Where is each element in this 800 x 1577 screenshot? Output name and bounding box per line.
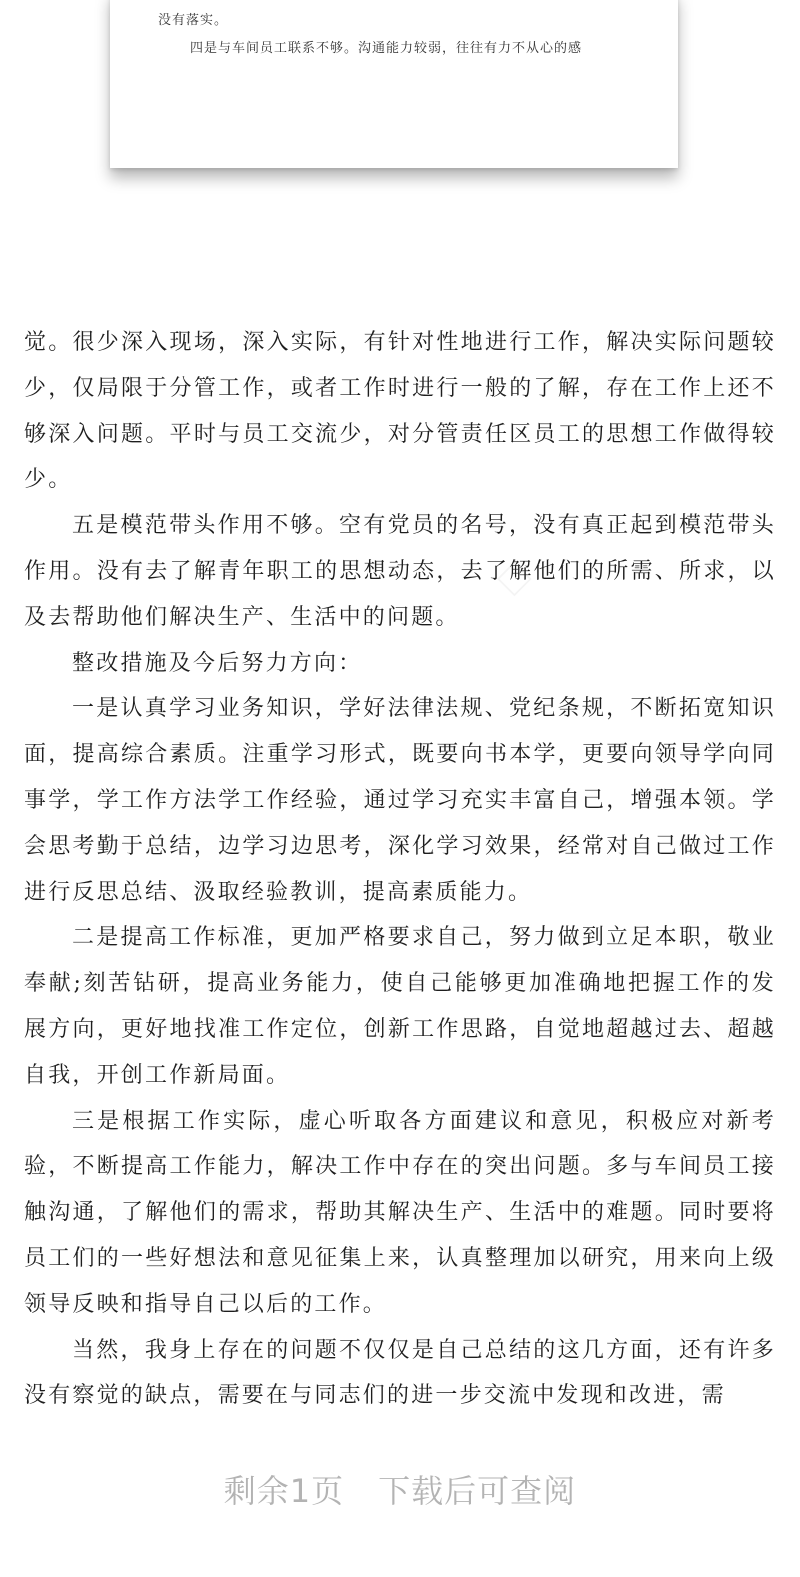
remaining-pages-label: 剩余1页	[223, 1472, 345, 1510]
paragraph: 当然，我身上存在的问题不仅仅是自己总结的这几方面，还有许多没有察觉的缺点，需要在与同志们的进一步交流中发现和改进，需	[24, 1337, 776, 1409]
download-hint-label: 下载后可查阅	[378, 1472, 577, 1510]
paragraph: 二是提高工作标准，更加严格要求自己，努力做到立足本职，敬业奉献;刻苦钻研，提高业务能力，使自己能够更加准确地把握工作的发展方向，更好地找准工作定位，创新工作思路，自觉地超越过去、超越自我，开创工作新局面。	[24, 925, 776, 1088]
paragraph: 五是模范带头作用不够。空有党员的名号，没有真正起到模范带头作用。没有去了解青年职工的思想动态，去了解他们的所需、所求，以及去帮助他们解决生产、生活中的问题。	[24, 513, 776, 630]
paragraph: 三是根据工作实际，虚心听取各方面建议和意见，积极应对新考验，不断提高工作能力，解决工作中存在的突出问题。多与车间员工接触沟通，了解他们的需求，帮助其解决生产、生活中的难题。同时要将员工们的一些好想法和意见征集上来，认真整理加以研究，用来向上级领导反映和指导自己以后的工作。	[24, 1108, 776, 1317]
paragraph: 整改措施及今后努力方向：	[72, 650, 363, 676]
paragraph: 一是认真学习业务知识，学好法律法规、党纪条规，不断拓宽知识面，提高综合素质。注重学习形式，既要向书本学，更要向领导学向同事学，学工作方法学工作经验，通过学习充实丰富自己，增强本领。学会思考勤于总结，边学习边思考，深化学习效果，经常对自己做过工作进行反思总结、汲取经验教训，提高素质能力。	[24, 696, 776, 905]
preview-line: 没有落实。	[158, 13, 229, 28]
preview-line: 四是与车间员工联系不够。沟通能力较弱，往往有力不从心的感	[190, 41, 583, 56]
paragraph: 觉。很少深入现场，深入实际，有针对性地进行工作，解决实际问题较少，仅局限于分管工作，或者工作时进行一般的了解，存在工作上还不够深入问题。平时与员工交流少，对分管责任区员工的思想工作做得较少。	[24, 330, 776, 493]
remaining-pages-banner[interactable]	[0, 1466, 800, 1512]
document-body	[24, 320, 776, 1419]
page-preview-card	[110, 0, 678, 168]
